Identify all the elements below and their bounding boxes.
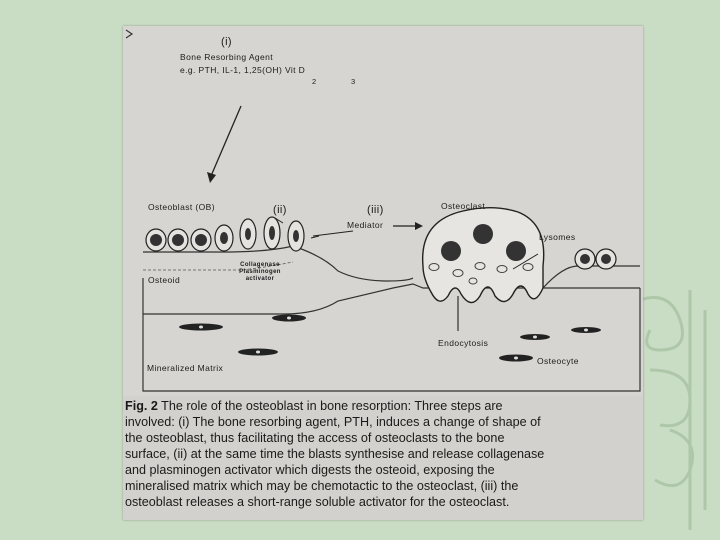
enzyme-activator: activator: [245, 276, 275, 282]
caption-line-1-text: The role of the osteoblast in bone resorption: Three steps are: [157, 399, 503, 413]
caption-line-5: and plasminogen activator which digests the osteoid, exposing the: [125, 463, 495, 477]
osteoid-label: Osteoid: [148, 275, 181, 285]
agent-arrowhead: [207, 172, 216, 183]
lysomes-label: Lysomes: [539, 232, 576, 242]
agent-subscript-3: 3: [351, 77, 356, 86]
mineralized-matrix-label: Mineralized Matrix: [147, 363, 224, 373]
caption-fig-label: Fig. 2: [125, 399, 158, 413]
step-i-label: (i): [221, 36, 232, 48]
caption-line-2: involved: (i) The bone resorbing agent, PTH, induces a change of shape of: [125, 415, 541, 429]
caption-line-7: osteoblast releases a short-range soluble activator for the osteoclast.: [125, 495, 510, 509]
step-ii-label: (ii): [273, 204, 287, 216]
osteoblast-label: Osteoblast (OB): [148, 202, 215, 212]
step-iii-label: (iii): [367, 204, 384, 216]
right-surface: [543, 266, 640, 288]
corner-mark: [126, 30, 132, 38]
osteocytes: [179, 315, 601, 362]
osteoclast-cell: [423, 208, 544, 303]
osteocyte-label: Osteocyte: [537, 356, 579, 366]
caption-line-3: the osteoblast, thus facilitating the access of osteoclasts to the bone: [125, 431, 505, 445]
enzyme-plasminogen: Plasminogen: [239, 269, 281, 275]
osteoclast-label: Osteoclast: [441, 201, 486, 211]
slide-image: [123, 26, 643, 520]
agent-title: Bone Resorbing Agent: [180, 52, 274, 62]
figure-diagram: [123, 26, 643, 396]
matrix-boundary: [143, 284, 640, 314]
caption-line-4: surface, (ii) at the same time the blasts synthesise and release collagenase: [125, 447, 545, 461]
caption-line-1: [125, 398, 641, 414]
decorative-ornament: [630, 280, 720, 540]
endocytosis-label: Endocytosis: [438, 338, 489, 348]
figure-caption: [123, 398, 641, 510]
enzymes-label: [235, 262, 285, 283]
agent-examples: e.g. PTH, IL-1, 1,25(OH) Vit D: [180, 65, 306, 75]
enzyme-collagenase: Collagenase: [240, 262, 280, 268]
bone-outline: [143, 278, 640, 391]
osteoblast-row: [146, 217, 304, 251]
caption-line-6: mineralised matrix which may be chemotactic to the osteoclast, (iii) the: [125, 479, 519, 493]
agent-arrow: [211, 106, 241, 176]
agent-subscript-2: 2: [312, 77, 317, 86]
mediator-label: Mediator: [347, 220, 384, 230]
